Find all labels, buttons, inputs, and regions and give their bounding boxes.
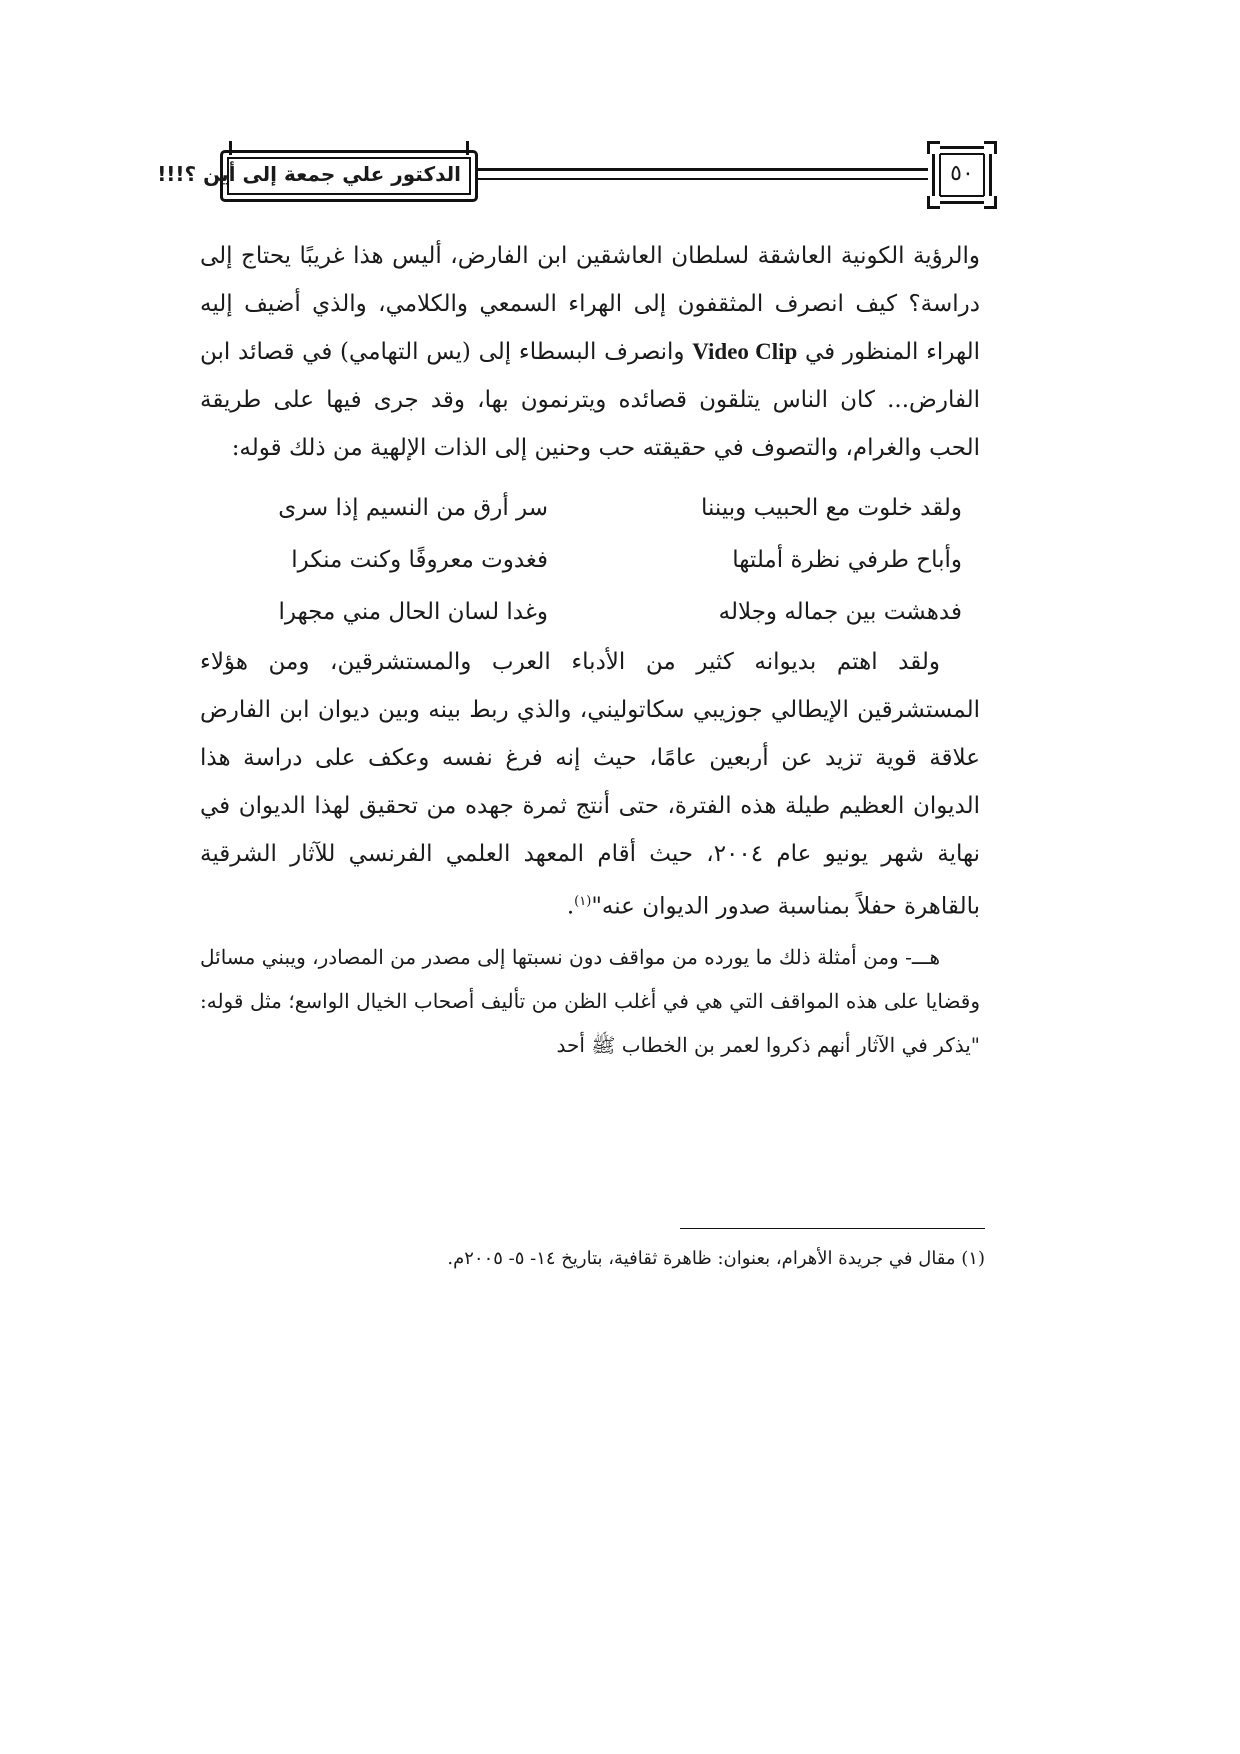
frame-corner <box>984 196 997 209</box>
header-rule <box>478 178 928 180</box>
verse-second-hemistich: فغدوت معروفًا وكنت منكرا <box>291 547 548 573</box>
verse-second-hemistich: سر أرق من النسيم إذا سرى <box>278 495 548 521</box>
verse-first-hemistich: وأباح طرفي نظرة أملتها <box>732 547 962 573</box>
poem <box>200 482 980 638</box>
frame-corner <box>984 141 997 154</box>
page-number-frame <box>932 146 992 204</box>
footnote-separator <box>680 1228 985 1229</box>
paragraph-2-end: . <box>566 893 575 920</box>
frame-ornament <box>229 141 232 155</box>
page-header <box>157 150 990 215</box>
poem-verse <box>200 482 980 534</box>
verse-second-hemistich: وغدا لسان الحال مني مجهرا <box>278 599 548 625</box>
paragraph-2-text: ولقد اهتم بديوانه كثير من الأدباء العرب والمستشرقين، ومن هؤلاء المستشرقين الإيطالي جوزيبي سكاتوليني، والذي ربط بينه وبين ديوان ابن الفارض علاقة قوية تزيد عن أربعين عامًا، حيث إنه فرغ نفسه وعكف على دراسة هذا الديوان العظيم طيلة هذه الفترة، حتى أنتج ثمرة جهده من تحقيق لهذا الديوان في نهاية شهر يونيو عام ٢٠٠٤، حيث أقام المعهد العلمي الفرنسي للآثار الشرقية بالقاهرة حفلاً بمناسبة صدور الديوان عنه" <box>200 649 981 920</box>
verse-first-hemistich: فدهشت بين جماله وجلاله <box>718 599 962 625</box>
paragraph-1 <box>200 232 980 472</box>
frame-ornament <box>466 141 469 155</box>
frame-corner <box>927 141 940 154</box>
frame-corner <box>927 196 940 209</box>
running-title-frame <box>157 150 478 202</box>
footnote-reference[interactable]: (١) <box>574 894 592 909</box>
header-rule <box>478 168 928 171</box>
paragraph-1-text: والرؤية الكونية العاشقة لسلطان العاشقين ابن الفارض، أليس هذا غريبًا يحتاج إلى دراسة؟ كيف انصرف المثقفون إلى الهراء السمعي والكلامي، والذي أضيف إليه الهراء المنظور في <box>200 243 981 365</box>
paragraph-3: هـــ- ومن أمثلة ذلك ما يورده من مواقف دون نسبتها إلى مصدر من المصادر، ويبني مسائل وقضايا على هذه المواقف التي هي في أغلب الظن من تأليف أصحاب الخيال الواسع؛ مثل قوله: "يذكر في الآثار أنهم ذكروا لعمر بن الخطاب ﷺ أحد <box>200 944 980 1057</box>
paragraph-2 <box>200 638 980 931</box>
poem-verse <box>200 534 980 586</box>
verse-first-hemistich: ولقد خلوت مع الحبيب وبيننا <box>700 495 962 521</box>
page-number: ٥٠ <box>950 161 974 186</box>
latin-term: Video Clip <box>692 339 798 364</box>
paragraph-1-rest: وانصرف البسطاء إلى (يس التهامي) في قصائد ابن الفارض... كان الناس يتلقون قصائده ويترنمون بها، وقد جرى فيها على طريقة الحب والغرام، والتصوف في حقيقته حب وحنين إلى الذات الإلهية من ذلك قوله: <box>200 339 980 461</box>
running-title: الدكتور علي جمعة إلى أين ؟!!! <box>157 162 461 186</box>
page-body <box>200 232 980 1067</box>
footnote: (١) مقال في جريدة الأهرام، بعنوان: ظاهرة ثقافية، بتاريخ ١٤- ٥- ٢٠٠٥م. <box>447 1248 985 1269</box>
poem-verse <box>200 586 980 638</box>
